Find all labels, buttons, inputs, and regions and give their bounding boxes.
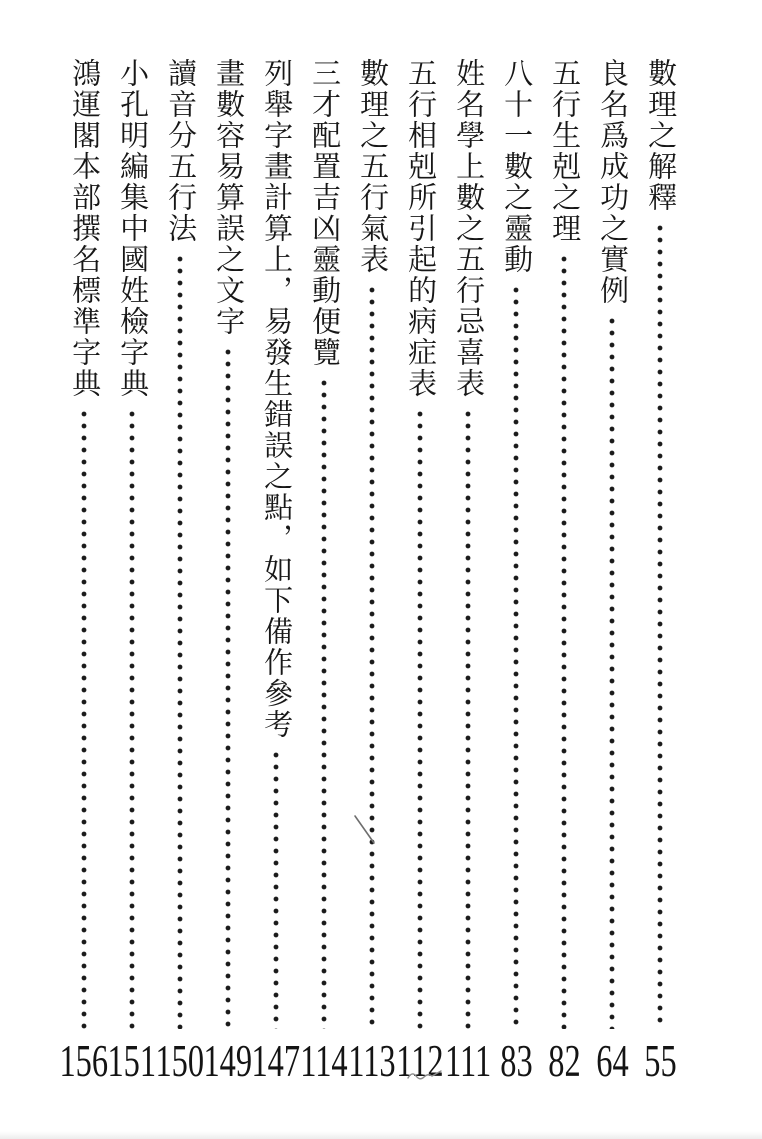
dotted-leader <box>465 408 471 1029</box>
toc-entry-page-number: 55 <box>643 1036 677 1086</box>
toc-entry-page-number: 156 <box>59 1036 109 1086</box>
toc-entry <box>251 58 301 1086</box>
toc-entry-title: 數理之五行氣表 <box>356 58 389 275</box>
dotted-leader <box>321 377 327 1029</box>
dotted-leader <box>177 253 183 1029</box>
toc-entry-page-number: 82 <box>547 1036 581 1086</box>
toc-entry <box>155 58 205 1086</box>
toc-entry-title: 三才配置吉凶靈動便覽 <box>308 58 341 368</box>
toc-entry <box>492 58 540 1086</box>
toc-entry-title: 姓名學上數之五行忌喜表 <box>452 58 485 399</box>
toc-entry-page-number: 83 <box>499 1036 533 1086</box>
dotted-leader <box>513 284 519 1029</box>
squiggle-mark <box>406 1066 444 1084</box>
toc-entry <box>396 58 444 1086</box>
toc-entry <box>636 58 684 1086</box>
toc-entry-page-number: 149 <box>203 1036 253 1086</box>
toc-entry <box>588 58 636 1086</box>
stray-pen-mark <box>352 813 380 847</box>
toc-entry <box>348 58 396 1086</box>
toc-entry-title: 鴻運閣本部撰名標準字典 <box>68 58 101 399</box>
toc-entry-title: 小孔明編集中國姓檢字典 <box>116 58 149 399</box>
toc-entry-title: 五行相剋所引起的病症表 <box>404 58 437 399</box>
toc-entry-page-number: 112 <box>396 1036 444 1086</box>
toc-entry-page-number: 114 <box>300 1036 348 1086</box>
toc-entry-page-number: 64 <box>595 1036 629 1086</box>
toc-entry <box>300 58 348 1086</box>
toc-entry-page-number: 111 <box>444 1036 492 1086</box>
toc-entry-title: 良名爲成功之實例 <box>596 58 629 306</box>
dotted-leader <box>609 315 615 1029</box>
toc-entry-title: 讀音分五行法 <box>164 58 197 244</box>
toc-entry-page-number: 151 <box>107 1036 157 1086</box>
toc-entry <box>203 58 253 1086</box>
dotted-leader <box>561 253 567 1029</box>
dotted-leader <box>225 346 231 1029</box>
dotted-leader <box>273 749 279 1029</box>
dotted-leader <box>129 408 135 1029</box>
toc-entry-page-number: 113 <box>348 1036 396 1086</box>
toc-entry <box>540 58 588 1086</box>
toc-entry-title: 畫數容易算誤之文字 <box>212 58 245 337</box>
dotted-leader <box>657 222 663 1029</box>
toc-entry-title: 五行生剋之理 <box>548 58 581 244</box>
dotted-leader <box>369 284 375 1029</box>
toc-entry <box>444 58 492 1086</box>
toc-entry-title: 數理之解釋 <box>644 58 677 213</box>
toc-entry-title: 八十一數之靈動 <box>500 58 533 275</box>
page-edge-shadow <box>0 1131 762 1139</box>
toc-entry <box>59 58 109 1086</box>
toc-entry <box>107 58 157 1086</box>
toc-entry-page-number: 147 <box>251 1036 301 1086</box>
toc-list <box>59 58 684 1086</box>
toc-entry-page-number: 150 <box>155 1036 205 1086</box>
dotted-leader <box>81 408 87 1029</box>
dotted-leader <box>417 408 423 1029</box>
toc-entry-title: 列舉字畫計算上，易發生錯誤之點，如下備作參考 <box>260 58 293 740</box>
